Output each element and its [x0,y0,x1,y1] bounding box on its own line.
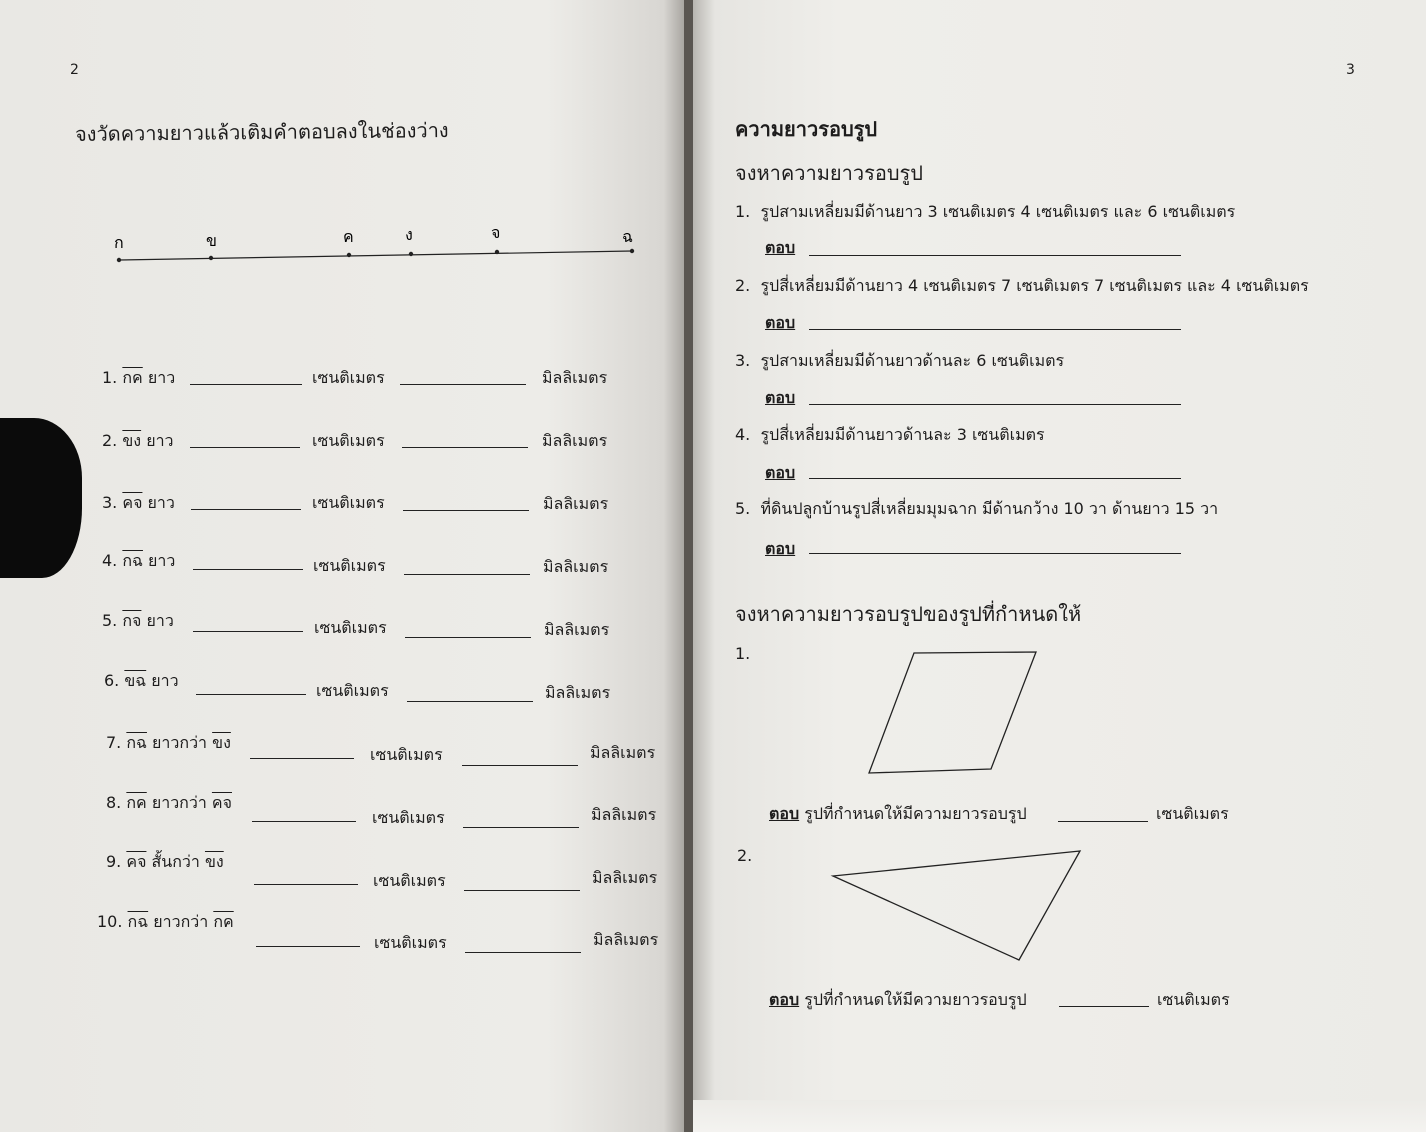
unit-cm: เซนติเมตร [312,493,385,512]
answer-blank-mm[interactable] [464,889,580,891]
answer-blank-mm[interactable] [465,951,581,953]
answer-blank-cm[interactable] [190,446,300,448]
figure-1-answer-blank[interactable] [1058,820,1148,822]
segment-label: ขง [122,431,142,450]
unit-mm: มิลลิเมตร [543,557,609,576]
answer-blank-cm[interactable] [193,568,303,570]
unit-mm: มิลลิเมตร [543,494,609,513]
measure-item-9: 9. คจ สั้นกว่า ขง [106,852,224,871]
measure-item-2: 2. ขง ยาว [102,431,174,450]
measure-item-7: 7. กฉ ยาวกว่า ขง [106,733,231,752]
left-instruction: จงวัดความยาวแล้วเติมคำตอบลงในช่องว่าง [74,118,449,146]
unit-mm: มิลลิเมตร [542,431,608,450]
answer-label: ตอบ [769,990,800,1009]
measure-item-1: 1. กค ยาว [102,368,176,387]
question-4: 4. รูปสี่เหลี่ยมมีด้านยาวด้านละ 3 เซนติเมตร [735,425,1045,444]
unit-cm: เซนติเมตร [313,556,386,575]
answer-blank-cm[interactable] [252,820,356,822]
label-point-5: จ [491,223,501,242]
page-number-left: 2 [70,62,79,78]
segment-label-2: ขง [204,852,224,871]
segment-label: ขฉ [124,671,147,690]
point-ngor [409,252,413,256]
segment-label: คจ [126,852,147,871]
answer-blank-cm[interactable] [250,757,354,759]
ink-blot [0,418,82,578]
segment-label: กค [126,793,147,812]
figure-1-number: 1. [735,644,751,663]
segment-label-2: คจ [211,793,232,812]
unit-mm: มิลลิเมตร [590,743,656,762]
right-page [693,0,1426,1132]
answer-line-5[interactable] [809,552,1181,554]
answer-blank-cm[interactable] [190,383,302,385]
question-2: 2. รูปสี่เหลี่ยมมีด้านยาว 4 เซนติเมตร 7 เซนติเมตร 7 เซนติเมตร และ 4 เซนติเมตร [735,276,1309,295]
unit-cm: เซนติเมตร [316,681,389,700]
figure-1-answer: ตอบ รูปที่กำหนดให้มีความยาวรอบรูป [769,804,1027,823]
unit-mm: มิลลิเมตร [592,868,658,887]
figure-2-answer-blank[interactable] [1059,1005,1149,1007]
answer-blank-cm[interactable] [254,883,358,885]
unit-cm: เซนติเมตร [314,618,387,637]
section1-title: จงหาความยาวรอบรูป [735,161,923,185]
segment-label-2: ขง [212,733,231,752]
unit-cm: เซนติเมตร [373,871,446,890]
answer-label-5: ตอบ [765,539,796,558]
unit-mm: มิลลิเมตร [542,368,608,387]
point-khor-khwai [347,253,351,257]
measure-item-6: 6. ขฉ ยาว [104,671,179,690]
label-point-4: ง [405,225,413,244]
answer-blank-mm[interactable] [405,636,531,638]
figure-2-answer: ตอบ รูปที่กำหนดให้มีความยาวรอบรูป [769,990,1027,1009]
measure-item-8: 8. กค ยาวกว่า คจ [106,793,232,812]
measure-item-4: 4. กฉ ยาว [102,551,176,570]
segment-label: กฉ [127,912,149,931]
book-gutter [684,0,693,1132]
answer-blank-mm[interactable] [402,446,528,448]
answer-blank-mm[interactable] [403,509,529,511]
segment-label: กค [122,368,143,387]
answer-blank-cm[interactable] [191,508,301,510]
answer-blank-cm[interactable] [256,945,360,947]
measuring-line [100,218,660,278]
left-page [0,0,684,1132]
unit-cm: เซนติเมตร [370,745,443,764]
answer-blank-cm[interactable] [193,630,303,632]
label-point-1: ก [114,233,124,252]
segment-label: คจ [122,493,143,512]
answer-label-3: ตอบ [765,388,796,407]
unit-cm: เซนติเมตร [374,933,447,952]
unit-mm: มิลลิเมตร [544,620,610,639]
label-point-3: ค [343,227,354,246]
answer-line-4[interactable] [809,477,1181,479]
answer-line-3[interactable] [809,403,1181,405]
right-heading: ความยาวรอบรูป [735,117,878,141]
answer-blank-mm[interactable] [400,383,526,385]
unit-cm: เซนติเมตร [312,368,385,387]
measure-item-5: 5. กจ ยาว [102,611,174,630]
answer-blank-mm[interactable] [462,764,578,766]
question-3: 3. รูปสามเหลี่ยมมีด้านยาวด้านละ 6 เซนติเมตร [735,351,1065,370]
answer-blank-cm[interactable] [196,693,306,695]
segment-label: กฉ [122,551,143,570]
point-jor [495,250,499,254]
answer-label-1: ตอบ [765,238,796,257]
answer-line-1[interactable] [809,254,1181,256]
parallelogram-figure [863,648,1043,778]
answer-blank-mm[interactable] [463,826,579,828]
point-chor [630,249,634,253]
point-kor [117,258,121,262]
label-point-6: ฉ [622,227,633,246]
figure-1-unit: เซนติเมตร [1156,804,1229,823]
measure-item-3: 3. คจ ยาว [102,493,175,512]
unit-mm: มิลลิเมตร [545,683,611,702]
label-point-2: ข [206,231,217,250]
figure-2-number: 2. [737,846,753,865]
answer-label: ตอบ [769,804,800,823]
answer-label-2: ตอบ [765,313,796,332]
unit-cm: เซนติเมตร [312,431,385,450]
point-khor [209,256,213,260]
unit-cm: เซนติเมตร [372,808,445,827]
segment-label: กฉ [126,733,147,752]
page-number-right: 3 [1346,62,1355,78]
answer-line-2[interactable] [809,328,1181,330]
question-1: 1. รูปสามเหลี่ยมมีด้านยาว 3 เซนติเมตร 4 เซนติเมตร และ 6 เซนติเมตร [735,202,1236,221]
segment-label-2: กค [213,912,234,931]
triangle-figure [829,846,1089,966]
section2-title: จงหาความยาวรอบรูปของรูปที่กำหนดให้ [735,602,1082,626]
unit-mm: มิลลิเมตร [591,805,657,824]
question-5: 5. ที่ดินปลูกบ้านรูปสี่เหลี่ยมมุมฉาก มีด้านกว้าง 10 วา ด้านยาว 15 วา [735,499,1219,518]
answer-label-4: ตอบ [765,463,796,482]
measure-item-10: 10. กฉ ยาวกว่า กค [97,912,234,931]
answer-blank-mm[interactable] [404,573,530,575]
page-bottom-edge [693,1100,1426,1132]
answer-blank-mm[interactable] [407,700,533,702]
segment-label: กจ [122,611,142,630]
figure-2-unit: เซนติเมตร [1157,990,1230,1009]
unit-mm: มิลลิเมตร [593,930,659,949]
